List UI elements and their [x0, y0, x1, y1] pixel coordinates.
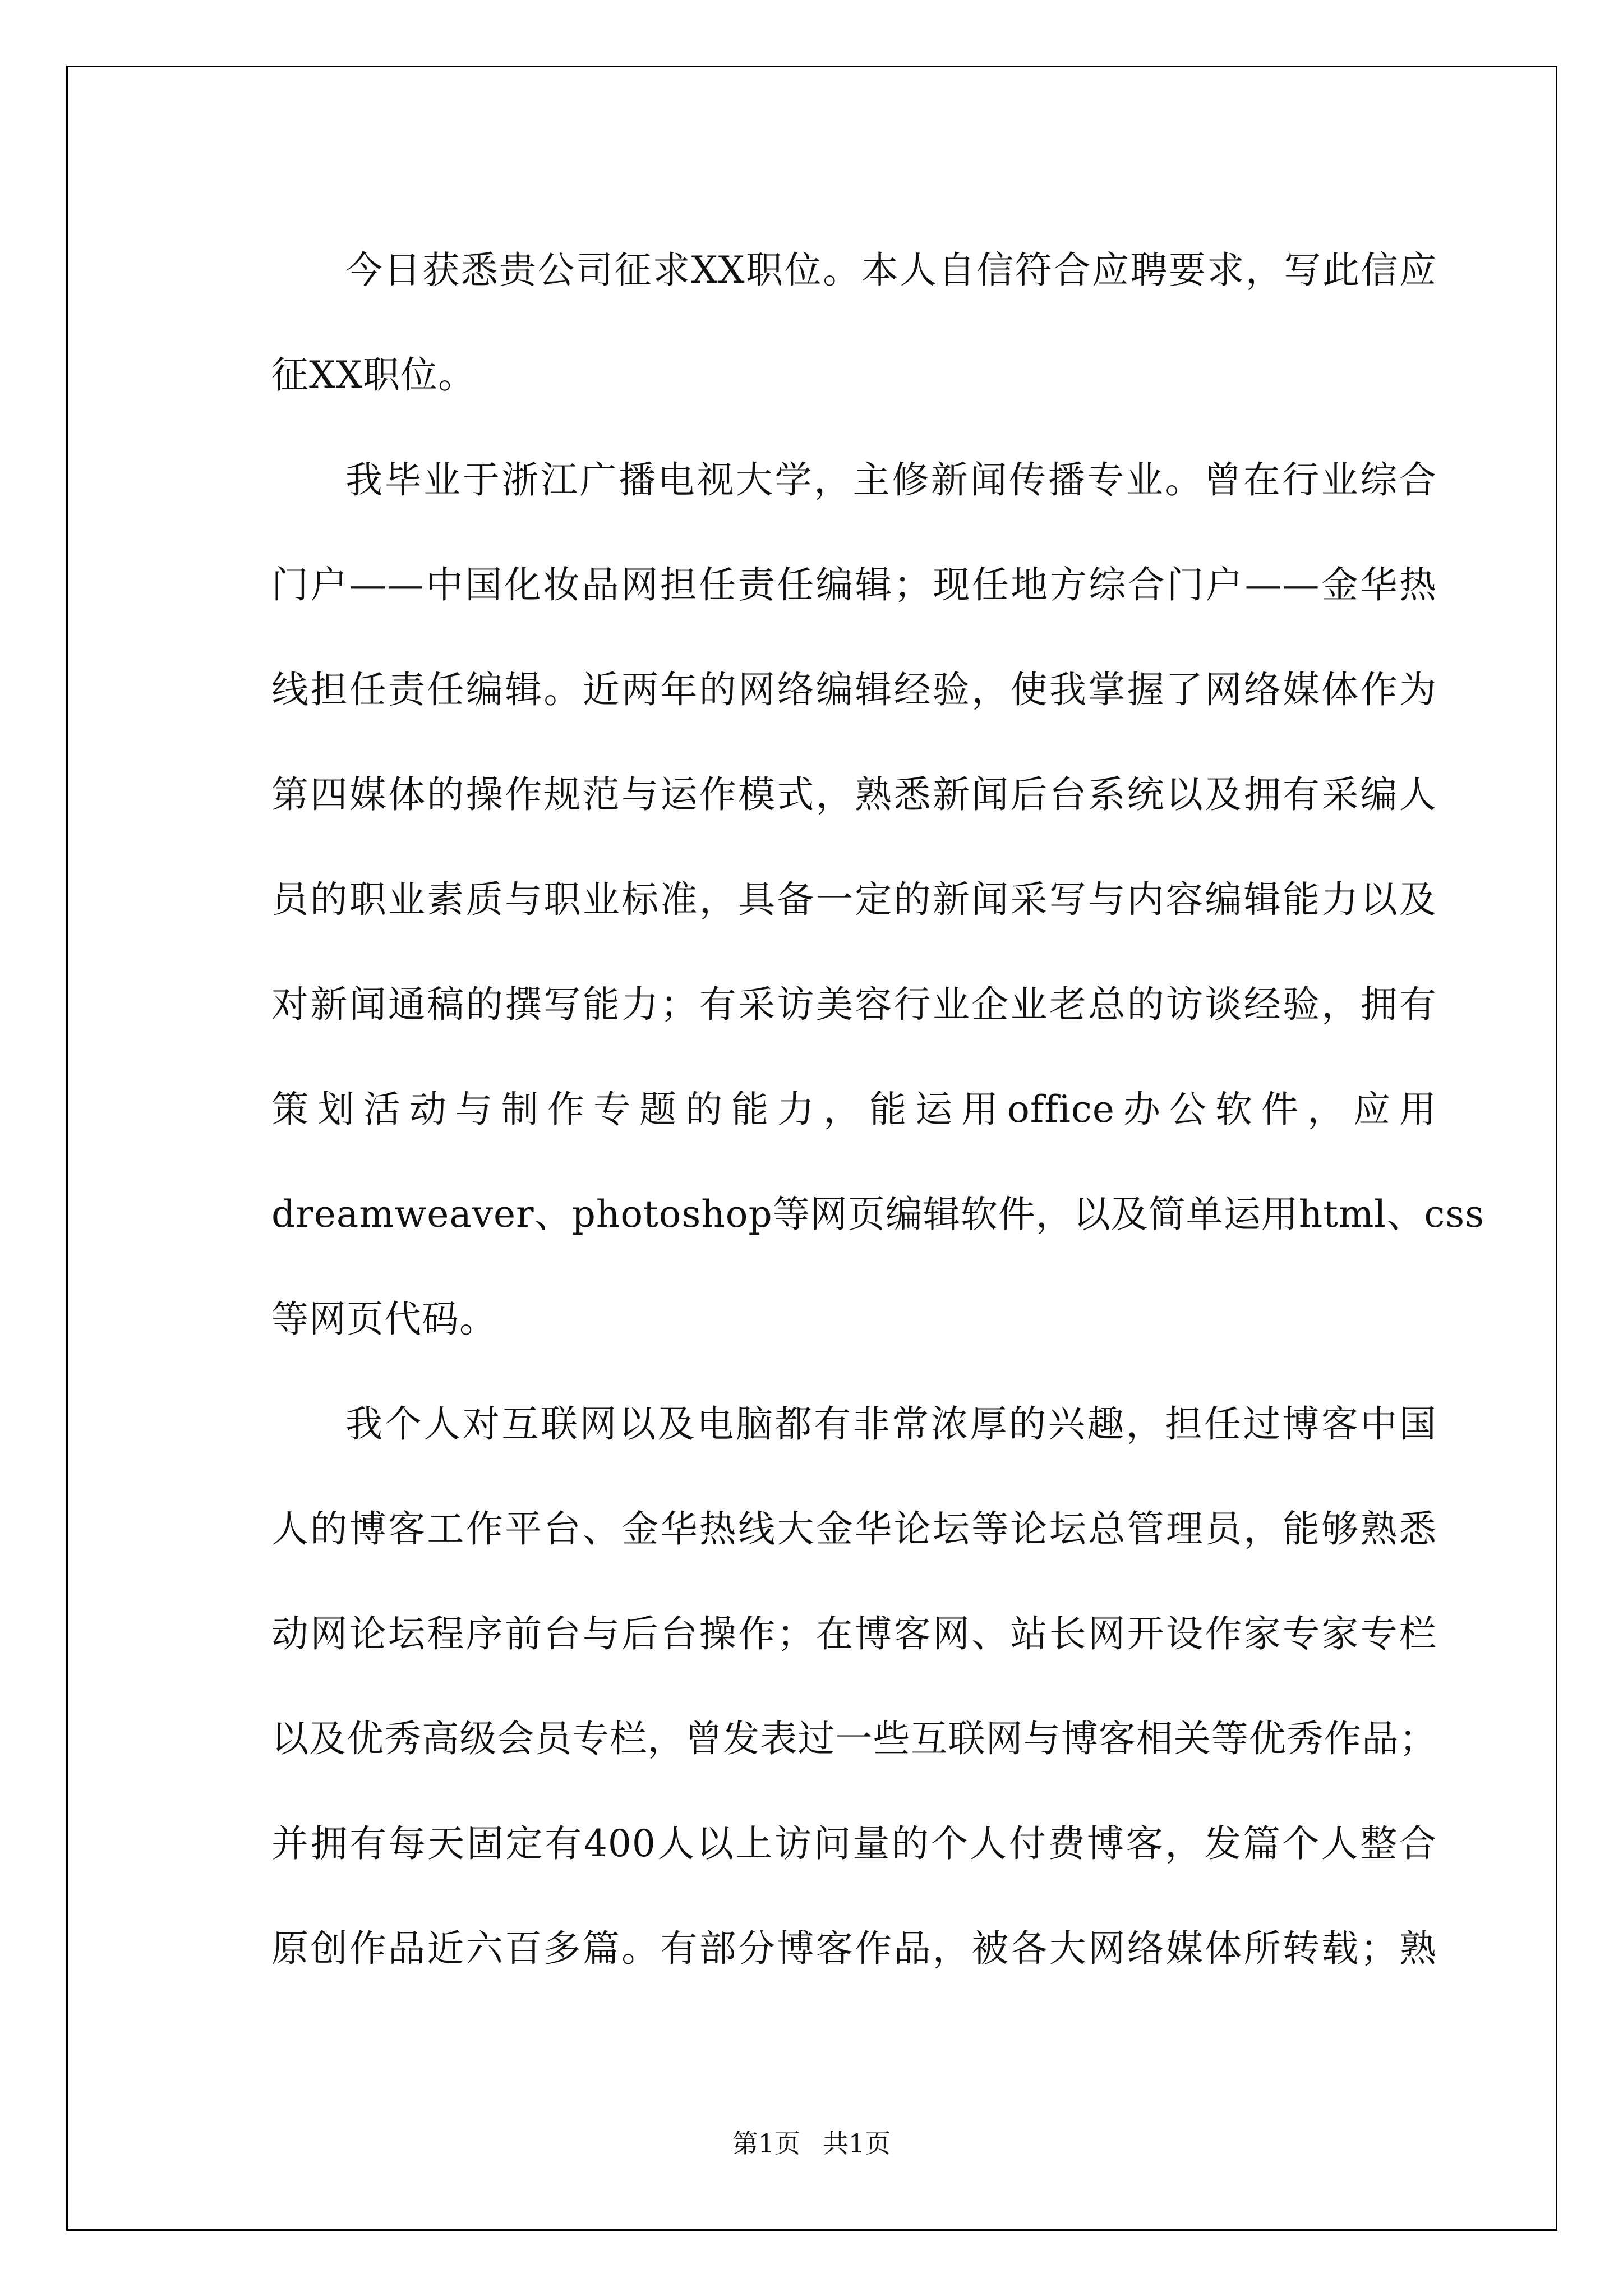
text-line: 等网页代码。: [271, 1297, 497, 1341]
text-line: 人的博客工作平台、金华热线大金华论坛等论坛总管理员，能够熟悉: [271, 1507, 1437, 1550]
text-line: 门户——中国化妆品网担任责任编辑；现任地方综合门户——金华热: [271, 563, 1437, 606]
paragraph-2: [197, 427, 1485, 1372]
text-line: 线担任责任编辑。近两年的网络编辑经验，使我掌握了网络媒体作为: [271, 668, 1437, 711]
document-body: [197, 218, 1485, 2001]
text-line: 策划活动与制作专题的能力，能运用office办公软件，应用: [271, 1088, 1437, 1131]
text-line: 原创作品近六百多篇。有部分博客作品，被各大网络媒体所转载；熟: [271, 1927, 1437, 1970]
text-line: dreamweaver、photoshop等网页编辑软件，以及简单运用html、css: [271, 1193, 1485, 1236]
page-number: 第1页: [732, 2128, 800, 2159]
text-line: 我毕业于浙江广播电视大学，主修新闻传播专业。曾在行业综合: [345, 458, 1437, 501]
text-line: 员的职业素质与职业标准，具备一定的新闻采写与内容编辑能力以及: [271, 878, 1437, 921]
page-total: 共1页: [823, 2128, 891, 2159]
text-line: 征XX职位。: [271, 353, 476, 397]
text-line: 今日获悉贵公司征求XX职位。本人自信符合应聘要求，写此信应: [345, 249, 1437, 292]
text-line: 我个人对互联网以及电脑都有非常浓厚的兴趣，担任过博客中国: [345, 1402, 1437, 1446]
text-line: 以及优秀高级会员专栏，曾发表过一些互联网与博客相关等优秀作品；: [271, 1717, 1437, 1760]
paragraph-1: [197, 218, 1437, 427]
text-line: 对新闻通稿的撰写能力；有采访美容行业企业老总的访谈经验，拥有: [271, 983, 1437, 1026]
paragraph-3: [197, 1372, 1437, 2001]
text-line: 并拥有每天固定有400人以上访问量的个人付费博客，发篇个人整合: [271, 1822, 1437, 1865]
text-line: 第四媒体的操作规范与运作模式，熟悉新闻后台系统以及拥有采编人: [271, 773, 1437, 816]
text-line: 动网论坛程序前台与后台操作；在博客网、站长网开设作家专家专栏: [271, 1612, 1437, 1655]
page-footer: [0, 2123, 1623, 2160]
